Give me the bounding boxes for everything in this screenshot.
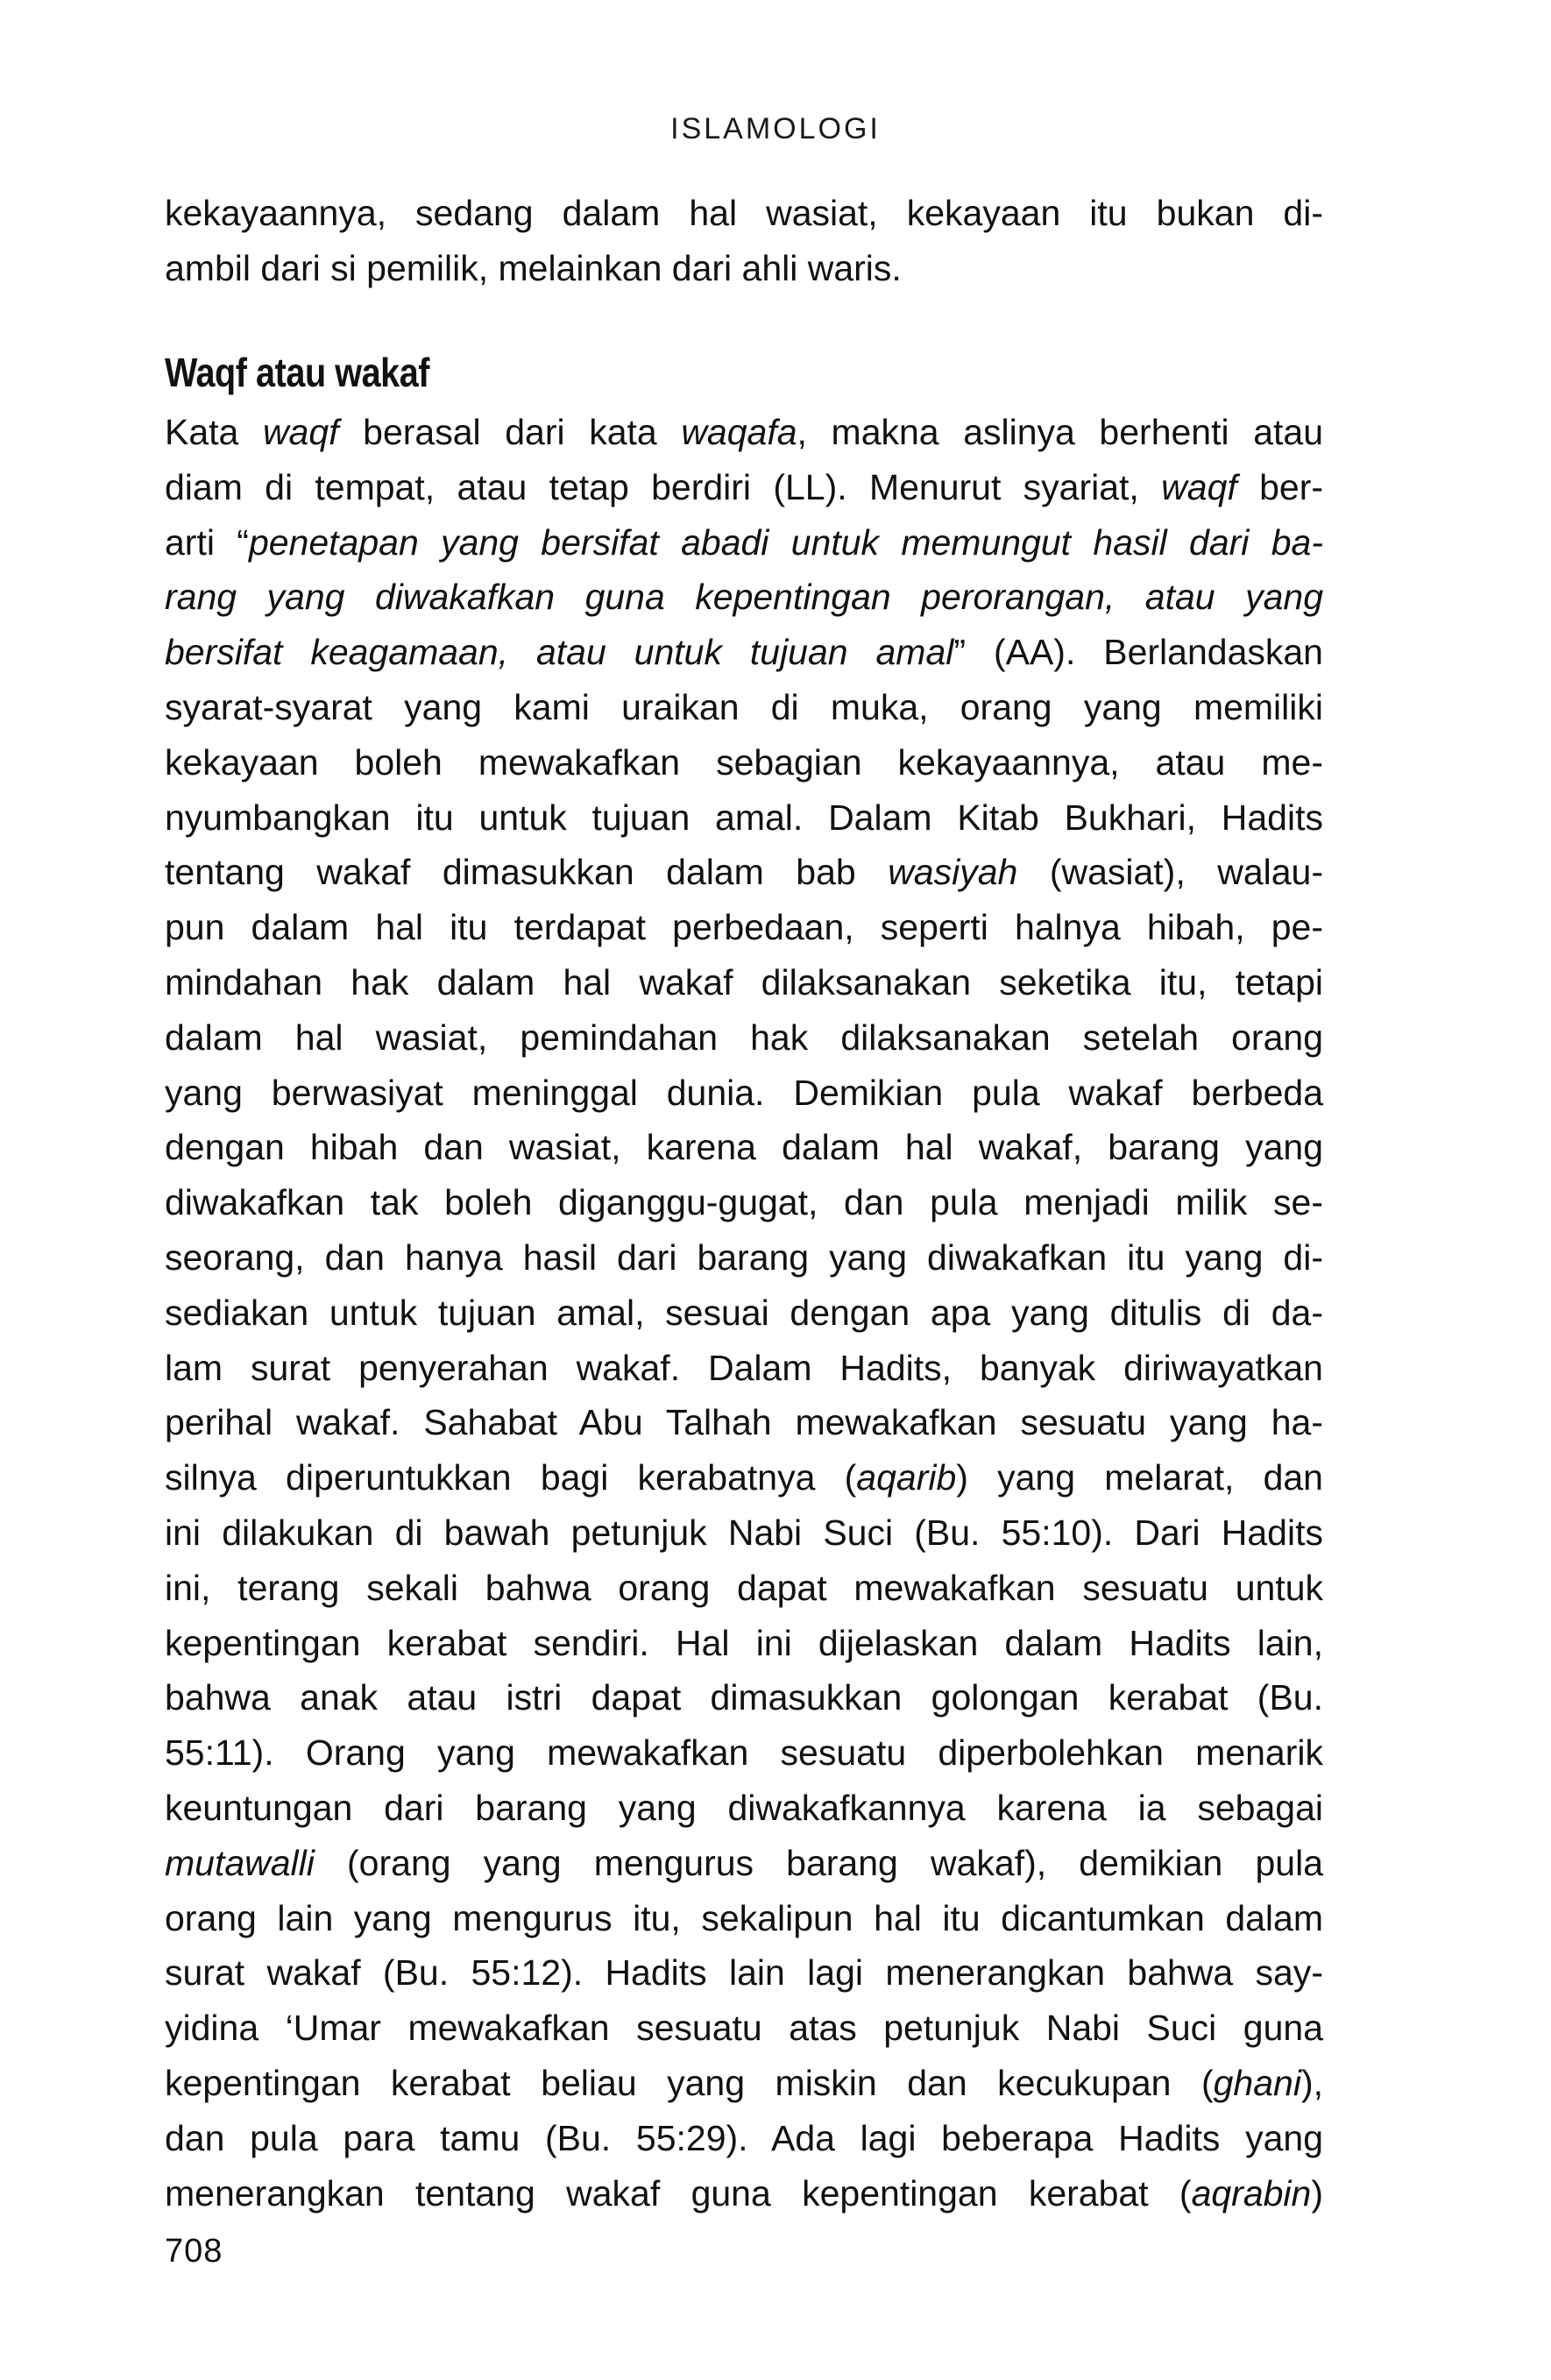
body-line: [165, 1836, 1323, 1891]
body-line: [165, 1120, 1323, 1175]
body-line: [165, 1230, 1323, 1286]
body-line: [165, 1505, 1323, 1561]
text-run: seorang, dan hanya hasil dari barang yang diwakafkan itu yang di-: [165, 1236, 1323, 1278]
body-line: [165, 2166, 1323, 2221]
body-line: [165, 1066, 1323, 1121]
body-line: [165, 680, 1323, 735]
body-line: [165, 845, 1323, 900]
text-run: kepentingan kerabat sendiri. Hal ini dijelaskan dalam Hadits lain,: [165, 1622, 1323, 1663]
body-line: [165, 625, 1323, 680]
body-line: [165, 1781, 1323, 1836]
body-line: [165, 2111, 1323, 2166]
intro-line: ambil dari si pemilik, melainkan dari ahli waris.: [165, 247, 902, 288]
text-run: ini dilakukan di bawah petunjuk Nabi Suci (Bu. 55:10). Dari Hadits: [165, 1512, 1323, 1553]
body-line: [165, 1175, 1323, 1230]
body-line: [165, 1616, 1323, 1671]
text-run: ): [1311, 2172, 1323, 2214]
text-run: silnya diperuntukkan bagi kerabatnya (: [165, 1457, 857, 1498]
text-run: yidina ‘Umar mewakafkan sesuatu atas petunjuk Nabi Suci guna: [165, 2008, 1323, 2049]
text-run: berasal dari kata: [338, 412, 682, 452]
text-run: dalam hal wasiat, pemindahan hak dilaksanakan setelah orang: [165, 1016, 1323, 1058]
body-line: [165, 1010, 1323, 1066]
body-paragraph: [165, 405, 1323, 2221]
italic-term: waqafa: [681, 412, 797, 452]
text-run: pun dalam hal itu terdapat perbedaan, seperti halnya hibah, pe-: [165, 907, 1323, 948]
page-number: 708: [165, 2233, 223, 2270]
body-line: [165, 2056, 1323, 2111]
text-run: Kata: [165, 412, 263, 452]
body-line: [165, 900, 1323, 955]
body-line: [165, 405, 1323, 460]
body-line: [165, 1561, 1323, 1616]
body-line: [165, 1395, 1323, 1450]
body-line: [165, 460, 1323, 515]
text-run: (orang yang mengurus barang wakaf), demikian pula: [314, 1842, 1323, 1883]
text-run: kepentingan kerabat beliau yang miskin dan kecukupan (: [165, 2062, 1214, 2103]
italic-term: ghani: [1213, 2062, 1301, 2103]
text-run: sediakan untuk tujuan amal, sesuai dengan apa yang ditulis di da-: [165, 1292, 1323, 1333]
italic-term: rang yang diwakafkan guna kepentingan perorangan, atau yang: [165, 577, 1323, 618]
body-line: [165, 1670, 1323, 1725]
body-line: [165, 570, 1323, 625]
body-line: [165, 515, 1323, 570]
text-run: perihal wakaf. Sahabat Abu Talhah mewakafkan sesuatu yang ha-: [165, 1402, 1323, 1443]
italic-term: wasiyah: [888, 852, 1018, 893]
body-line: [165, 2001, 1323, 2056]
text-run: dan pula para tamu (Bu. 55:29). Ada lagi beberapa Hadits yang: [165, 2117, 1323, 2158]
italic-term: waqf: [1161, 466, 1237, 507]
body-line: [165, 1945, 1323, 2001]
text-run: nyumbangkan itu untuk tujuan amal. Dalam Kitab Bukhari, Hadits: [165, 797, 1323, 838]
section-heading: Waqf atau wakaf: [165, 350, 430, 395]
text-run: , makna aslinya berhenti atau: [797, 412, 1324, 452]
text-run: surat wakaf (Bu. 55:12). Hadits lain lagi menerangkan bahwa say-: [165, 1952, 1323, 1994]
text-run: syarat-syarat yang kami uraikan di muka, orang yang memiliki: [165, 686, 1323, 727]
text-run: bahwa anak atau istri dapat dimasukkan golongan kerabat (Bu.: [165, 1677, 1323, 1718]
body-line: [165, 1286, 1323, 1341]
text-run: dengan hibah dan wasiat, karena dalam hal wakaf, barang yang: [165, 1127, 1323, 1168]
text-run: orang lain yang mengurus itu, sekalipun hal itu dicantumkan dalam: [165, 1897, 1323, 1938]
body-line: [165, 1891, 1323, 1946]
italic-term: mutawalli: [165, 1842, 315, 1883]
body-line: [165, 1341, 1323, 1396]
text-run: yang berwasiyat meninggal dunia. Demikian pula wakaf berbeda: [165, 1072, 1323, 1113]
body-line: [165, 1725, 1323, 1781]
text-run: diam di tempat, atau tetap berdiri (LL). Menurut syariat,: [165, 466, 1162, 507]
text-run: 55:11). Orang yang mewakafkan sesuatu diperbolehkan menarik: [165, 1732, 1323, 1774]
text-run: kekayaan boleh mewakafkan sebagian kekayaannya, atau me-: [165, 741, 1323, 783]
italic-term: waqf: [262, 412, 339, 452]
text-run: keuntungan dari barang yang diwakafkannya karena ia sebagai: [165, 1787, 1323, 1828]
italic-term: aqarib: [856, 1457, 957, 1498]
text-run: ber-: [1236, 466, 1323, 507]
text-run: ini, terang sekali bahwa orang dapat mewakafkan sesuatu untuk: [165, 1567, 1323, 1608]
body-line: [165, 1450, 1323, 1505]
intro-paragraph: [165, 186, 1323, 296]
text-run: arti “: [165, 521, 249, 563]
text-run: ),: [1300, 2062, 1323, 2103]
text-run: ) yang melarat, dan: [956, 1457, 1323, 1498]
body-line: [165, 735, 1323, 790]
running-head: ISLAMOLOGI: [670, 112, 881, 145]
text-run: lam surat penyerahan wakaf. Dalam Hadits, banyak diriwayatkan: [165, 1347, 1323, 1388]
italic-term: bersifat keagamaan, atau untuk tujuan amal: [165, 632, 954, 673]
text-run: diwakafkan tak boleh diganggu-gugat, dan pula menjadi milik se-: [165, 1182, 1323, 1223]
text-run: mindahan hak dalam hal wakaf dilaksanakan seketika itu, tetapi: [165, 961, 1323, 1002]
text-run: ” (AA). Berlandaskan: [953, 632, 1323, 673]
text-run: tentang wakaf dimasukkan dalam bab: [165, 852, 889, 893]
italic-term: aqrabin: [1191, 2172, 1312, 2214]
body-line: [165, 955, 1323, 1010]
text-run: (wasiat), walau-: [1017, 852, 1323, 893]
intro-line: kekayaannya, sedang dalam hal wasiat, kekayaan itu bukan di-: [165, 193, 1323, 233]
body-line: [165, 790, 1323, 846]
text-run: menerangkan tentang wakaf guna kepentingan kerabat (: [165, 2172, 1192, 2214]
italic-term: penetapan yang bersifat abadi untuk memungut hasil dari ba-: [248, 521, 1323, 563]
